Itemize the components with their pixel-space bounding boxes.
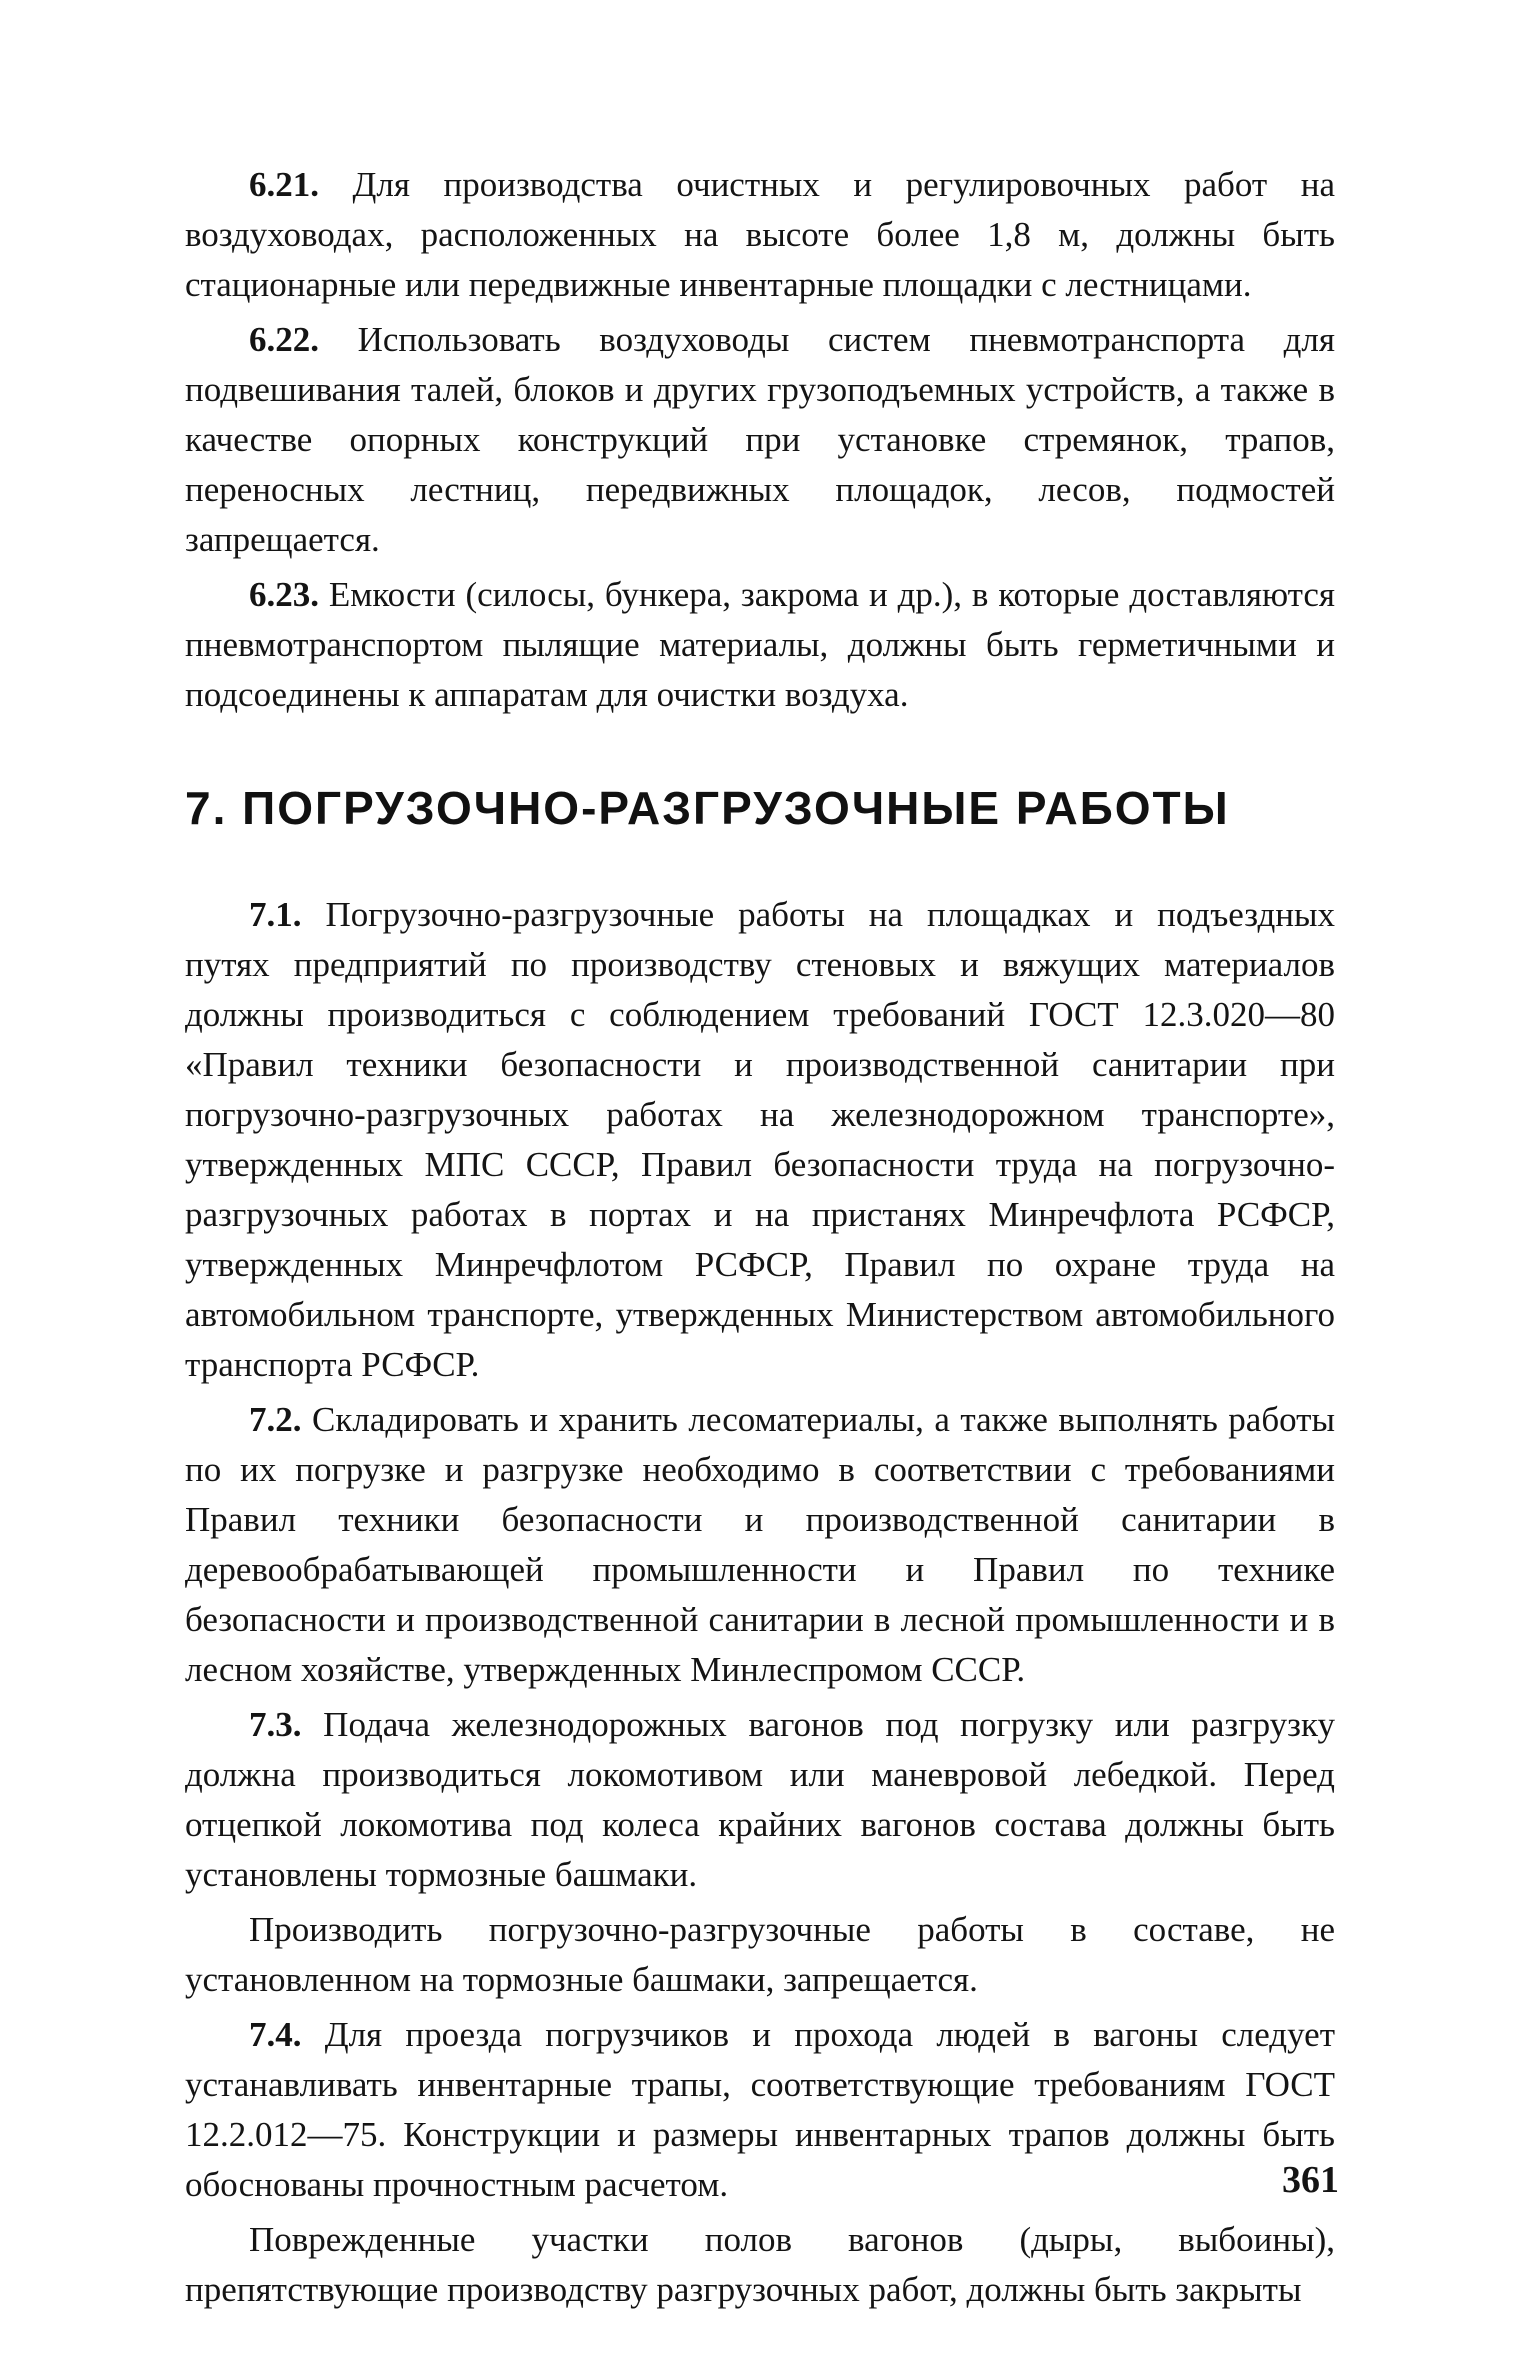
clause-number: 6.22. [249,320,319,359]
clause-number: 7.3. [249,1705,302,1744]
clause-text: Для производства очистных и регулировочных работ на воздуховодах, расположенных на высоте более 1,8 м, должны быть стационарные или передвижные инвентарные площадки с лестницами. [185,165,1335,304]
section-7-text [185,890,1335,2320]
clause-number: 6.23. [249,575,319,614]
clause-number: 7.2. [249,1400,302,1439]
clause-text: Погрузочно-разгрузочные работы на площадках и подъездных путях предприятий по производству стеновых и вяжущих материалов должны производиться с соблюдением требований ГОСТ 12.3.020—80 «Правил техники безопасности и производственной санитарии при погрузочно-разгрузочных работах на железнодорожном транспорте», утвержденных МПС СССР, Правил безопасности труда на погрузочно-разгрузочных работах в портах и на пристанях Минречфлота РСФСР, утвержденных Минречфлотом РСФСР, Правил по охране труда на автомобильном транспорте, утвержденных Министерством автомобильного транспорта РСФСР. [185,895,1335,1384]
section-6-text [185,160,1335,725]
paragraph-7-1 [185,890,1335,1390]
paragraph-6-21 [185,160,1335,310]
page-number: 361 [1282,2159,1339,2201]
paragraph-7-4 [185,2010,1335,2210]
paragraph-6-22 [185,315,1335,565]
paragraph-7-4-continued: Поврежденные участки полов вагонов (дыры, выбоины), препятствующие производству разгрузочных работ, должны быть закрыты [185,2220,1335,2309]
paragraph-7-3-continued: Производить погрузочно-разгрузочные работы в составе, не установленном на тормозные башмаки, запрещается. [185,1910,1335,1999]
clause-number: 6.21. [249,165,319,204]
clause-text: Подача железнодорожных вагонов под погрузку или разгрузку должна производиться локомотивом или маневровой лебедкой. Перед отцепкой локомотива под колеса крайних вагонов состава должны быть установлены тормозные башмаки. [185,1705,1335,1894]
clause-text: Использовать воздуховоды систем пневмотранспорта для подвешивания талей, блоков и других грузоподъемных устройств, а также в качестве опорных конструкций при установке стремянок, трапов, переносных лестниц, передвижных площадок, лесов, подмостей запрещается. [185,320,1335,559]
section-7-heading: 7. ПОГРУЗОЧНО-РАЗГРУЗОЧНЫЕ РАБОТЫ [185,782,1230,834]
paragraph-7-2 [185,1395,1335,1695]
paragraph-6-23 [185,570,1335,720]
clause-text: Для проезда погрузчиков и прохода людей в вагоны следует устанавливать инвентарные трапы, соответствующие требованиям ГОСТ 12.2.012—75. Конструкции и размеры инвентарных трапов должны быть обоснованы прочностным расчетом. [185,2015,1335,2204]
clause-number: 7.1. [249,895,302,934]
clause-text: Складировать и хранить лесоматериалы, а также выполнять работы по их погрузке и разгрузке необходимо в соответствии с требованиями Правил техники безопасности и производственной санитарии в деревообрабатывающей промышленности и Правил по технике безопасности и производственной санитарии в лесной промышленности и в лесном хозяйстве, утвержденных Минлеспромом СССР. [185,1400,1335,1689]
clause-text: Емкости (силосы, бункера, закрома и др.), в которые доставляются пневмотранспортом пылящие материалы, должны быть герметичными и подсоединены к аппаратам для очистки воздуха. [185,575,1335,714]
clause-number: 7.4. [249,2015,302,2054]
paragraph-7-3 [185,1700,1335,1900]
